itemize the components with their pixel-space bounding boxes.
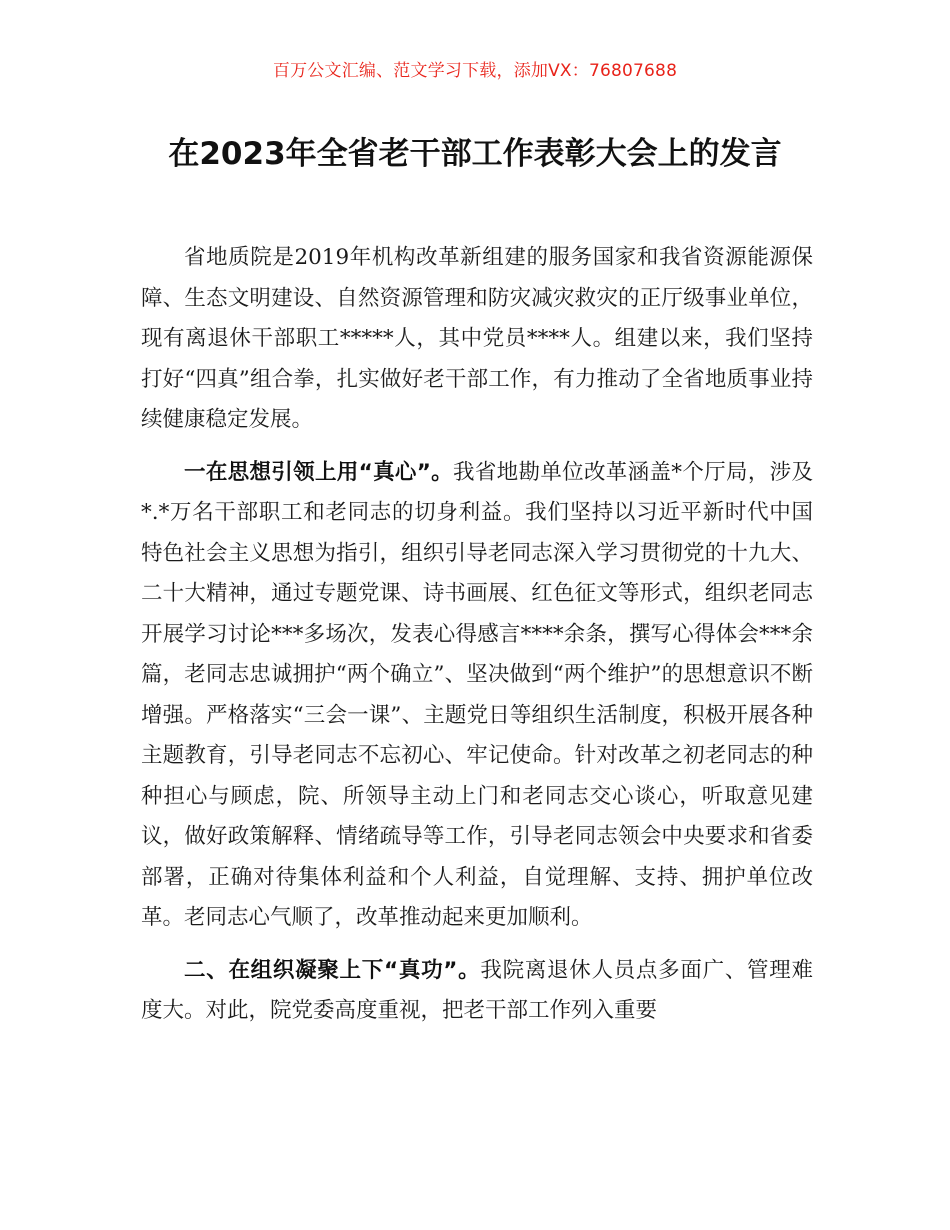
document-body	[141, 238, 813, 1044]
paragraph-intro	[141, 238, 813, 441]
document-title: 在2023年全省老干部工作表彰大会上的发言	[168, 135, 782, 172]
paragraph-section-2	[141, 951, 813, 1032]
watermark-banner: 百万公文汇编、范文学习下载，添加VX：76807688	[272, 61, 678, 81]
paragraph-intro-text: 省地质院是2019年机构改革新组建的服务国家和我省资源能源保障、生态文明建设、自然资源管理和防灾减灾救灾的正厅级事业单位，现有离退休干部职工*****人，其中党员****人。组建以来，我们坚持打好“四真”组合拳，扎实做好老干部工作，有力推动了全省地质事业持续健康稳定发展。	[141, 245, 813, 432]
section-1-heading: 一在思想引领上用“真心”。	[184, 459, 454, 485]
section-2-text: 我院离退休人员点多面广、管理难度大。对此，院党委高度重视，把老干部工作列入重要	[141, 957, 813, 1023]
section-1-text: 我省地勘单位改革涵盖*个厅局，涉及*.*万名干部职工和老同志的切身利益。我们坚持以习近平新时代中国特色社会主义思想为指引，组织引导老同志深入学习贯彻党的十九大、二十大精神，通过专题党课、诗书画展、红色征文等形式，组织老同志开展学习讨论***多场次，发表心得感言****余条，撰写心得体会***余篇，老同志忠诚拥护“两个确立”、坚决做到“两个维护”的思想意识不断增强。严格落实“三会一课”、主题党日等组织生活制度，积极开展各种主题教育，引导老同志不忘初心、牢记使命。针对改革之初老同志的种种担心与顾虑，院、所领导主动上门和老同志交心谈心，听取意见建议，做好政策解释、情绪疏导等工作，引导老同志领会中央要求和省委部署，正确对待集体利益和个人利益，自觉理解、支持、拥护单位改革。老同志心气顺了，改革推动起来更加顺利。	[141, 459, 813, 930]
section-2-heading: 二、在组织凝聚上下“真功”。	[184, 957, 481, 983]
paragraph-section-1	[141, 453, 813, 939]
